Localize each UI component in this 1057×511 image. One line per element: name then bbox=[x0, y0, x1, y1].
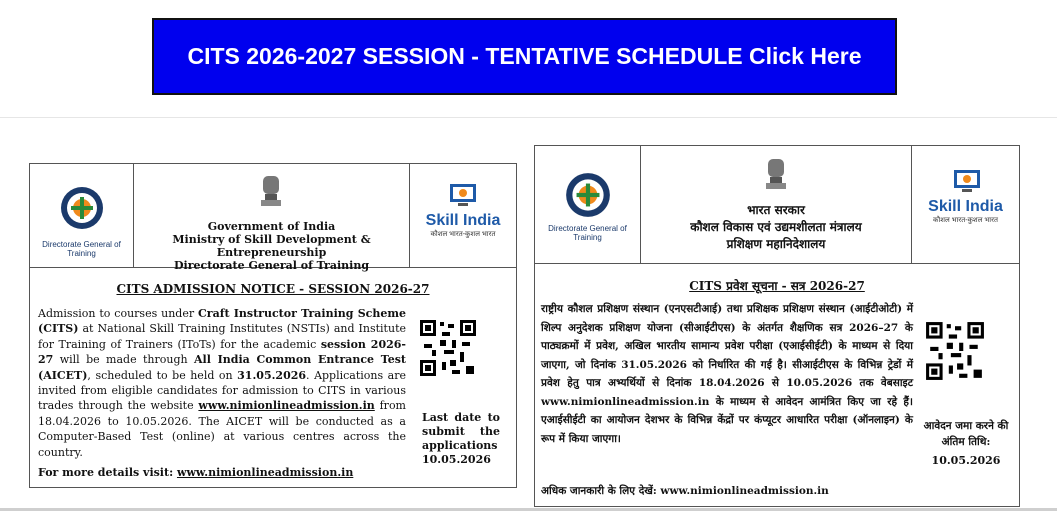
notice-image-english[interactable] bbox=[29, 163, 517, 488]
skill-india-logo-icon bbox=[952, 168, 982, 194]
last-date-label: आवेदन जमा करने की अंतिम तिथि: bbox=[923, 420, 1009, 448]
skill-india-logo-icon bbox=[448, 182, 478, 208]
skill-india-cell bbox=[409, 164, 516, 267]
dgt-logo-cell bbox=[30, 164, 134, 267]
section-divider bbox=[0, 117, 1057, 118]
national-emblem-icon bbox=[259, 174, 283, 208]
more-details-link[interactable]: www.nimionlineadmission.in bbox=[176, 466, 354, 479]
gov-line-1: Government of India bbox=[207, 220, 336, 233]
skill-india-tagline: कौशल भारत-कुशल भारत bbox=[430, 231, 496, 238]
gov-line-1: भारत सरकार bbox=[747, 203, 805, 217]
gov-line-2: Ministry of Skill Development & Entrepreneurship bbox=[172, 233, 371, 259]
dgt-logo-label: Directorate General of Training bbox=[42, 240, 121, 258]
gov-title-cell bbox=[134, 164, 409, 272]
dgt-logo-cell bbox=[535, 146, 641, 263]
notice-header bbox=[535, 146, 1019, 264]
last-date-value: 10.05.2026 bbox=[422, 453, 491, 466]
notice-title: CITS ADMISSION NOTICE - SESSION 2026-27 bbox=[116, 282, 430, 296]
dgt-logo-label: Directorate General of Training bbox=[548, 224, 627, 242]
more-details-line[interactable]: अधिक जानकारी के लिए देखें: www.nimionlineadmission.in bbox=[541, 485, 829, 497]
skill-india-title: Skill India bbox=[425, 212, 501, 229]
last-date-value: 10.05.2026 bbox=[931, 454, 1001, 467]
more-details-line: For more details visit: www.nimionlineadmission.in bbox=[38, 466, 354, 479]
skill-india-cell bbox=[911, 146, 1019, 263]
notice-image-hindi[interactable] bbox=[534, 145, 1020, 507]
gov-title-cell bbox=[641, 146, 911, 263]
gov-line-2: कौशल विकास एवं उद्यमशीलता मंत्रालय bbox=[690, 220, 862, 234]
gov-line-3: प्रशिक्षण महानिदेशालय bbox=[726, 237, 826, 251]
cits-schedule-banner-link[interactable]: CITS 2026-2027 SESSION - TENTATIVE SCHEDULE Click Here bbox=[152, 18, 897, 95]
qr-code-icon[interactable] bbox=[418, 318, 478, 378]
skill-india-tagline: कौशल भारत-कुशल भारत bbox=[933, 217, 998, 224]
notice-header bbox=[30, 164, 516, 272]
notice-body: राष्ट्रीय कौशल प्रशिक्षण संस्थान (एनएसटीआई) तथा प्रशिक्षक प्रशिक्षण संस्थान (आईटीओटी) में शिल्प अनुदेशक प्रशिक्षण योजना (सीआईटीएस) के अंतर्गत शैक्षणिक सत्र 2026–27 के पाठ्यक्रमों में प्रवेश, अखिल भारतीय सामान्य प्रवेश परीक्षा (एआईसीईटी) के माध्यम से दिया जाएगा, जो दिनांक 31.05.2026 को निर्धारित की गई है। सीआईटीएस के विभिन्न ट्रेडों में प्रवेश हेतु पात्र अभ्यर्थियों से दिनांक 18.04.2026 से 10.05.2026 तक वेबसाइट www.nimionlineadmission.in के माध्यम से आवेदन आमंत्रित किए जा रहे हैं। एआईसीईटी का आयोजन देशभर के विभिन्न केंद्रों पर कंप्यूटर आधारित परीक्षा (ऑनलाइन) के रूप में किया जाएगा। bbox=[541, 303, 913, 445]
national-emblem-icon bbox=[764, 156, 788, 192]
notice-title: CITS प्रवेश सूचना - सत्र 2026-27 bbox=[689, 279, 865, 293]
qr-code-icon[interactable] bbox=[924, 320, 986, 382]
skill-india-title: Skill India bbox=[928, 198, 1003, 215]
dgt-gear-logo-icon bbox=[58, 184, 106, 232]
last-date-label: Last date to submit the applications bbox=[422, 411, 500, 452]
dgt-gear-logo-icon bbox=[563, 170, 613, 220]
notice-body: Admission to courses under Craft Instructor Training Scheme (CITS) at National Skill Training Institutes (NSTIs) and Institute for Training of Trainers (IToTs) for the academic session 2026-27 will be made through All India Common Entrance Test (AICET), scheduled to be held on 31.05.2026. Applications are invited from eligible candidates for admission to CITS in various trades through the website www.nimionlineadmission.in from 18.04.2026 to 10.05.2026. The AICET will be conducted as a Computer-Based Test (online) at various centres across the country. bbox=[38, 307, 407, 459]
gov-line-3: Directorate General of Training bbox=[173, 259, 370, 272]
